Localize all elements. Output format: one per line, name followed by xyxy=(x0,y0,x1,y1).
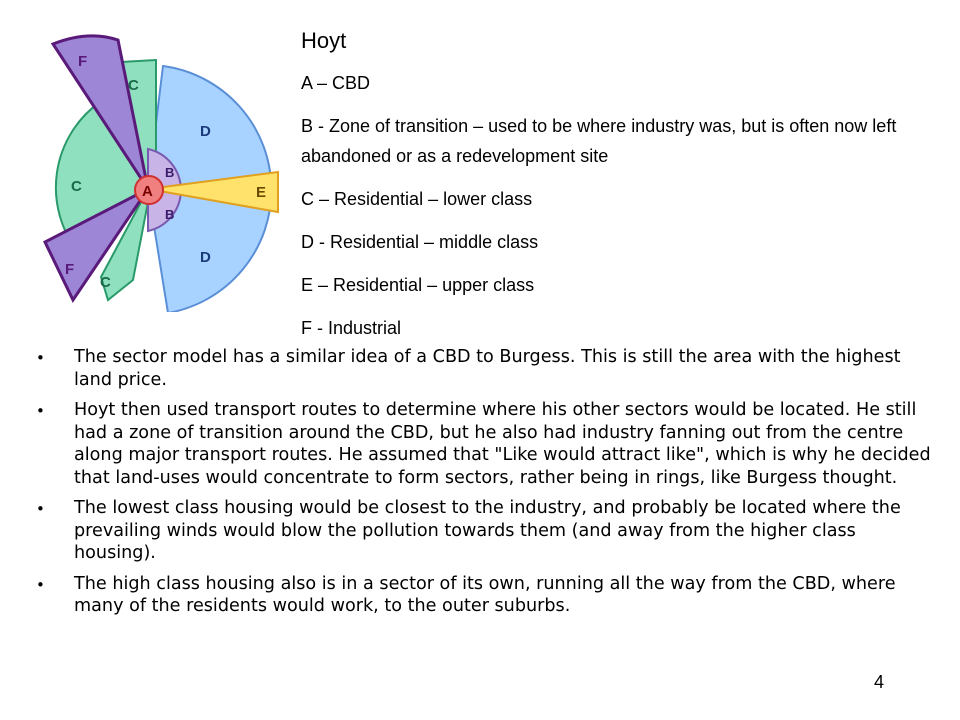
legend-title: Hoyt xyxy=(301,28,347,53)
bullet-marker: • xyxy=(36,402,45,420)
bullet-text: The high class housing also is in a sector of its own, running all the way from the CBD, where many of the residents would work, to the outer suburbs. xyxy=(74,573,896,616)
bullet-item xyxy=(36,573,936,618)
bullet-marker: • xyxy=(36,349,45,367)
bullet-item xyxy=(36,497,936,565)
label-a: A xyxy=(142,183,153,200)
label-c-left: C xyxy=(71,178,82,195)
bullet-list xyxy=(36,346,936,626)
bullet-marker: • xyxy=(36,500,45,518)
legend-item-e: E – Residential – upper class xyxy=(301,275,535,295)
bullet-item xyxy=(36,399,936,489)
bullet-text: Hoyt then used transport routes to determine where his other sectors would be located. He still had a zone of transition around the CBD, but he also had industry fanning out from the centre along major transport routes. He assumed that "Like would attract like", which is why he decided that land-uses would concentrate to form sectors, rather being in rings, like Burgess thought. xyxy=(74,400,931,488)
bullet-text: The sector model has a similar idea of a CBD to Burgess. This is still the area with the highest land price. xyxy=(74,347,901,390)
label-f-upper: F xyxy=(78,53,88,70)
page-number: 4 xyxy=(874,672,885,692)
legend-item-d: D - Residential – middle class xyxy=(301,232,539,252)
label-c-upper: C xyxy=(128,77,139,94)
label-b-upper: B xyxy=(165,165,175,180)
bullet-marker: • xyxy=(36,575,45,594)
label-d-upper: D xyxy=(200,123,211,140)
legend-item-f: F - Industrial xyxy=(301,318,402,338)
label-d-lower: D xyxy=(200,249,211,266)
label-f-lower: F xyxy=(65,261,75,278)
bullet-item xyxy=(36,346,936,391)
hoyt-sector-diagram xyxy=(38,22,298,312)
legend-item-c: C – Residential – lower class xyxy=(301,189,533,209)
legend-item-a: A – CBD xyxy=(301,73,371,93)
bullet-text: The lowest class housing would be closest to the industry, and probably be located where the prevailing winds would blow the pollution towards them (and away from the higher class housing). xyxy=(74,498,901,563)
label-e: E xyxy=(256,184,267,201)
legend-item-b: B - Zone of transition – used to be where industry was, but is often now left abandoned or as a redevelopment site xyxy=(301,116,897,166)
label-b-lower: B xyxy=(165,207,175,222)
legend xyxy=(301,28,941,356)
label-c-lower: C xyxy=(100,274,111,291)
